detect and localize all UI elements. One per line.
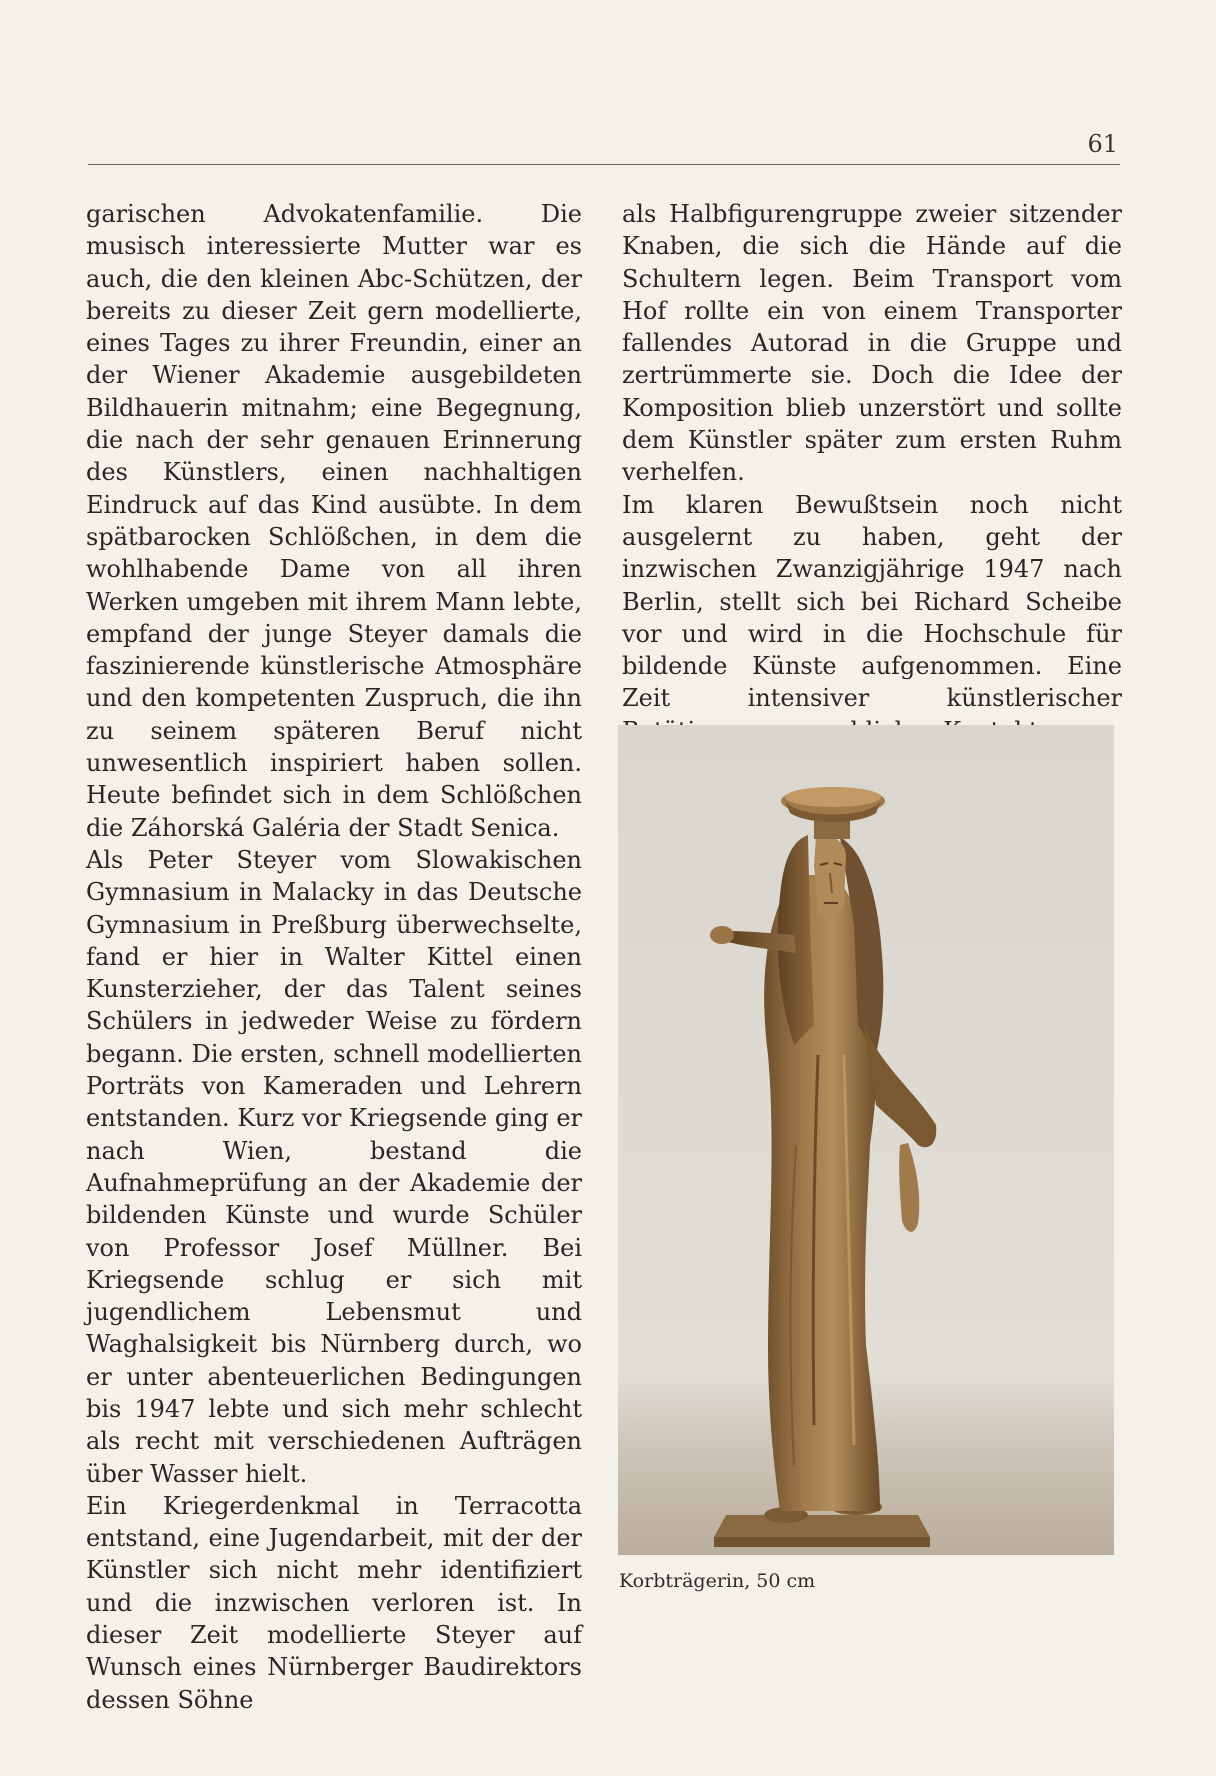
figure-caption: Korbträgerin, 50 cm	[619, 1570, 816, 1592]
page-number: 61	[1087, 130, 1118, 158]
text-column-right	[622, 198, 1122, 747]
header-rule	[88, 164, 1120, 165]
paragraph: Als Peter Steyer vom Slowakischen Gymnasium in Malacky in das Deutsche Gymnasium in Preßburg überwechselte, fand er hier in Walter Kittel einen Kunsterzieher, der das Talent seines Schülers in jedweder Weise zu fördern begann. Die ersten, schnell modellierten Porträts von Kameraden und Lehrern entstanden. Kurz vor Kriegsende ging er nach Wien, bestand die Aufnahmeprüfung an der Akademie der bildenden Künste und wurde Schüler von Professor Josef Müllner. Bei Kriegsende schlug er sich mit jugendlichem Lebensmut und Waghalsigkeit bis Nürnberg durch, wo er unter abenteuerlichen Bedingungen bis 1947 lebte und sich mehr schlecht als recht mit verschiedenen Aufträgen über Wasser hielt.	[86, 845, 583, 1488]
paragraph: garischen Advokatenfamilie. Die musisch interessierte Mutter war es auch, die den kleinen Abc-Schützen, der bereits zu dieser Zeit gern modellierte, eines Tages zu ihrer Freundin, einer an der Wiener Akademie ausgebildeten Bildhauerin mitnahm; eine Begegnung, die nach der sehr genauen Erinnerung des Künstlers, einen nachhaltigen Eindruck auf das Kind ausübte. In dem spätbarocken Schlößchen, in dem die wohlhabende Dame von all ihren Werken umgeben mit ihrem Mann lebte, empfand der junge Steyer damals die faszinierende künstlerische Atmosphäre und den kompetenten Zuspruch, die ihn zu seinem späteren Beruf nicht unwesentlich inspiriert haben sollen. Heute befindet sich in dem Schlößchen die Záhorská Galéria der Stadt Senica.	[86, 200, 582, 842]
paragraph: Im klaren Bewußtsein noch nicht ausgelernt zu haben, geht der inzwischen Zwanzigjährige 1947 nach Berlin, stellt sich bei Richard Scheibe vor und wird in die Hochschule für bildende Künste aufgenommen. Eine Zeit intensiver künstlerischer	[622, 490, 1122, 713]
paragraph: Ein Kriegerdenkmal in Terracotta entstand, eine Jugendarbeit, mit der der Künstler sich nicht mehr identifiziert und die inzwischen verloren ist. In dieser Zeit modellierte Steyer auf Wunsch eines Nürnberger Baudirektors dessen Söhne	[86, 1491, 582, 1714]
sculpture-illustration	[618, 725, 1114, 1555]
paragraph: als Halbfigurengruppe zweier sitzender Knaben, die sich die Hände auf die Schultern legen. Beim Transport vom Hof rollte ein von einem Transporter fallendes Autorad in die Gruppe und zertrümmerte sie. Doch die Idee der Komposition blieb unzerstört und sollte dem Künstler später zum ersten Ruhm verhelfen.	[622, 200, 1122, 487]
text-column-left	[86, 198, 582, 1716]
sculpture-photo	[618, 725, 1114, 1555]
